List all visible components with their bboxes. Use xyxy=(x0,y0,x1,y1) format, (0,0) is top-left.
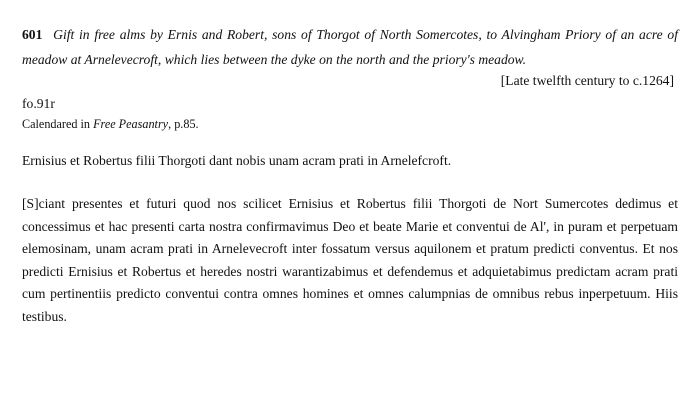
calendared-note xyxy=(22,116,678,132)
folio-reference: fo.91r xyxy=(22,96,55,111)
entry-heading-text: Gift in free alms by Ernis and Robert, sons of Thorgot of North Somercotes, to Alvingham Priory of an acre of meadow at Arnelevecroft, which lies between the dyke on the north and the priory's meadow. xyxy=(22,27,678,67)
calendared-suffix: , p.85. xyxy=(168,117,199,131)
entry-heading xyxy=(22,22,678,72)
entry-number: 601 xyxy=(22,27,43,42)
charter-text: [S]ciant presentes et futuri quod nos scilicet Ernisius et Robertus filii Thorgoti de Nort Sumercotes dedimus et concessimus et hac presenti carta nostra confirmavimus Deo et beate Marie et conventui de Al', in puram et perpetuam elemosinam, unam acram prati in Arnelevecroft inter fossatum versus aquilonem et pratum predicti conventus. Et nos predicti Ernisius et Robertus et heredes nostri warantizabimus et defendemus et adquietabimus predictam acram prati cum pertinentiis predicto conventui contra omnes homines et omnes calumpnias de omnibus rebus inperpetuum. Hiis testibus. xyxy=(22,196,678,324)
calendared-prefix: Calendared in xyxy=(22,117,94,131)
entry-date: [Late twelfth century to c.1264] xyxy=(500,73,674,88)
calendared-work-title: Free Peasantry xyxy=(93,117,169,131)
latin-summary: Ernisius et Robertus filii Thorgoti dant nobis unam acram prati in Arnelefcroft. xyxy=(22,153,452,168)
